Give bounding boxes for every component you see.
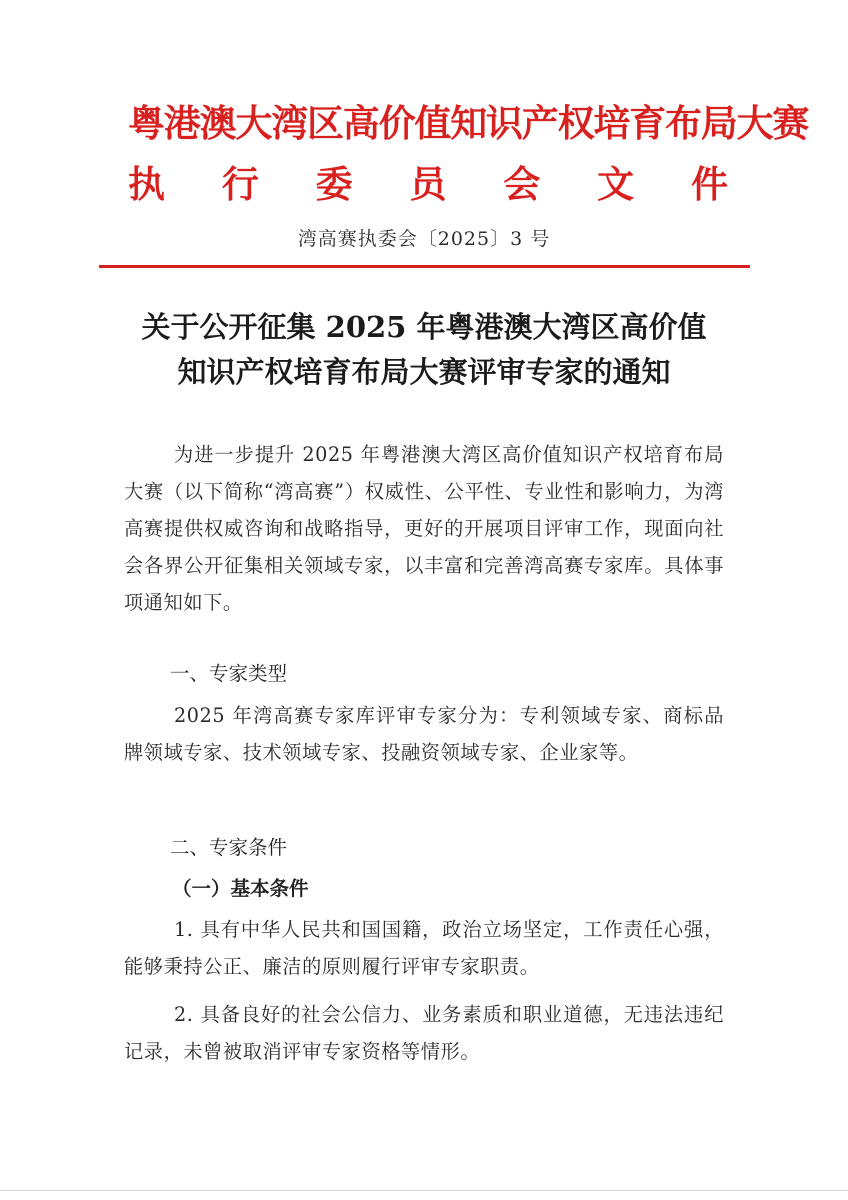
document-type-char: 会	[503, 163, 541, 206]
page-edge-line	[0, 1190, 848, 1191]
section-heading-expert-conditions: 二、专家条件	[170, 836, 288, 859]
document-number: 湾高赛执委会〔2025〕3 号	[297, 228, 551, 250]
intro-paragraph: 为进一步提升 2025 年粤港澳大湾区高价值知识产权培育布局大赛（以下简称“湾高赛”）权威性、公平性、专业性和影响力，为湾高赛提供权威咨询和战略指导，更好的开展项目评审工作，现面向社会各界公开征集相关领域专家，以丰富和完善湾高赛专家库。具体事项通知如下。	[124, 443, 724, 614]
document-type	[128, 160, 728, 210]
document-type-char: 执	[128, 163, 165, 206]
condition-item-1: 1. 具有中华人民共和国国籍，政治立场坚定，工作责任心强，能够秉持公正、廉洁的原则履行评审专家职责。	[124, 918, 724, 978]
subsection-heading-basic-conditions: （一）基本条件	[172, 877, 309, 900]
expert-types-paragraph: 2025 年湾高赛专家库评审专家分为：专利领域专家、商标品牌领域专家、技术领域专家、投融资领域专家、企业家等。	[124, 704, 724, 764]
notice-title-line-2: 知识产权培育布局大赛评审专家的通知	[177, 355, 671, 389]
document-type-char: 员	[409, 163, 447, 206]
document-type-char: 行	[221, 163, 259, 206]
issuing-organization: 粤港澳大湾区高价值知识产权培育布局大赛	[128, 102, 809, 145]
notice-title-line-1: 关于公开征集 2025 年粤港澳大湾区高价值	[141, 310, 707, 344]
condition-item-2: 2. 具备良好的社会公信力、业务素质和职业道德，无违法违纪记录，未曾被取消评审专家资格等情形。	[124, 1003, 724, 1063]
document-type-char: 文	[597, 163, 635, 206]
section-heading-expert-types: 一、专家类型	[170, 662, 288, 685]
document-type-char: 委	[315, 163, 353, 206]
notice-title	[0, 305, 848, 395]
red-header-divider	[99, 265, 750, 268]
document-type-char: 件	[690, 163, 728, 206]
